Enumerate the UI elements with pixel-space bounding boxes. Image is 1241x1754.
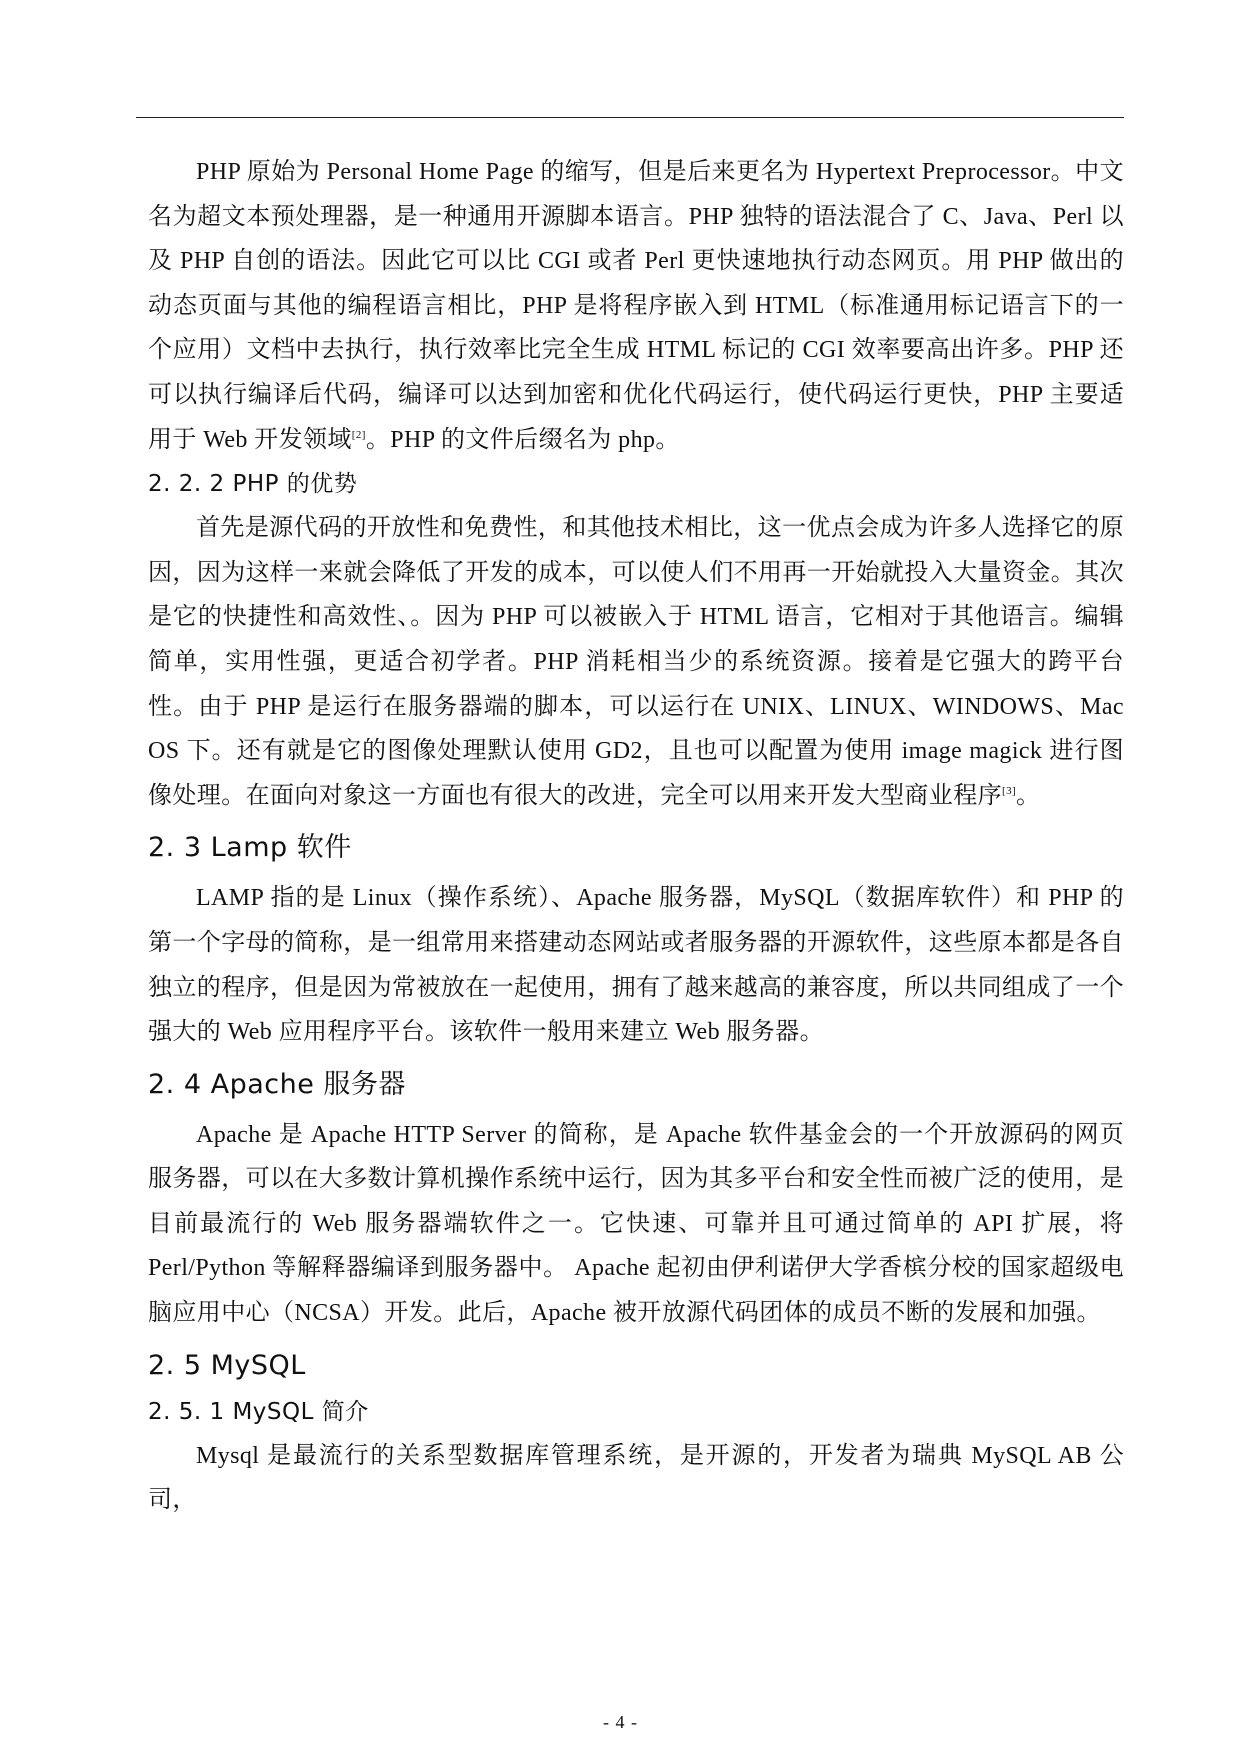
paragraph-php-intro: PHP 原始为 Personal Home Page 的缩写，但是后来更名为 Hypertext Preprocessor。中文名为超文本预处理器，是一种通用开源脚本语言。PHP 独特的语法混合了 C、Java、Perl 以及 PHP 自创的语法。因此它可以比 CGI 或者 Perl 更快速地执行动态网页。用 PHP 做出的动态页面与其他的编程语言相比，PHP 是将程序嵌入到 HTML（标准通用标记语言下的一个应用）文档中去执行，执行效率比完全生成 HTML 标记的 CGI 效率要高出许多。PHP 还可以执行编译后代码，编译可以达到加密和优化代码运行，使代码运行更快，PHP 主要适用于 Web 开发领域[2]。PHP 的文件后缀名为 php。: [148, 159, 1124, 453]
paragraph-lamp: LAMP 指的是 Linux（操作系统）、Apache 服务器，MySQL（数据库软件）和 PHP 的第一个字母的简称，是一组常用来搭建动态网站或者服务器的开源软件，这些原本都是各自独立的程序，但是因为常被放在一起使用，拥有了越来越高的兼容度，所以共同组成了一个强大的 Web 应用程序平台。该软件一般用来建立 Web 服务器。: [148, 885, 1124, 1046]
section-heading-2-3: 2. 3 Lamp 软件: [148, 832, 352, 864]
section-heading-2-4: 2. 4 Apache 服务器: [148, 1068, 406, 1100]
paragraph-php-advantages: 首先是源代码的开放性和免费性，和其他技术相比，这一优点会成为许多人选择它的原因，因为这样一来就会降低了开发的成本，可以使人们不用再一开始就投入大量资金。其次是它的快捷性和高效性、。因为 PHP 可以被嵌入于 HTML 语言，它相对于其他语言。编辑简单，实用性强，更适合初学者。PHP 消耗相当少的系统资源。接着是它强大的跨平台性。由于 PHP 是运行在服务器端的脚本，可以运行在 UNIX、LINUX、WINDOWS、Mac OS 下。还有就是它的图像处理默认使用 GD2，且也可以配置为使用 image magick 进行图像处理。在面向对象这一方面也有很大的改进，完全可以用来开发大型商业程序[3]。: [148, 515, 1124, 809]
paragraph-apache: Apache 是 Apache HTTP Server 的简称，是 Apache 软件基金会的一个开放源码的网页服务器，可以在大多数计算机操作系统中运行，因为其多平台和安全性而被广泛的使用，是目前最流行的 Web 服务器端软件之一。它快速、可靠并且可通过简单的 API 扩展，将 Perl/Python 等解释器编译到服务器中。 Apache 起初由伊利诺伊大学香槟分校的国家超级电脑应用中心（NCSA）开发。此后，Apache 被开放源代码团体的成员不断的发展和加强。: [148, 1121, 1124, 1327]
paragraph-mysql-intro: Mysql 是最流行的关系型数据库管理系统，是开源的，开发者为瑞典 MySQL AB 公司，: [148, 1442, 1124, 1514]
page-number: - 4 -: [603, 1712, 638, 1732]
section-heading-2-5-1: 2. 5. 1 MySQL 简介: [148, 1398, 369, 1425]
section-heading-2-2-2: 2. 2. 2 PHP 的优势: [148, 471, 358, 498]
section-heading-2-5: 2. 5 MySQL: [148, 1349, 306, 1381]
citation-marker: [3]: [1002, 784, 1017, 797]
page-content: [148, 150, 1124, 1523]
header-rule: [136, 117, 1124, 118]
citation-marker: [2]: [351, 428, 366, 441]
